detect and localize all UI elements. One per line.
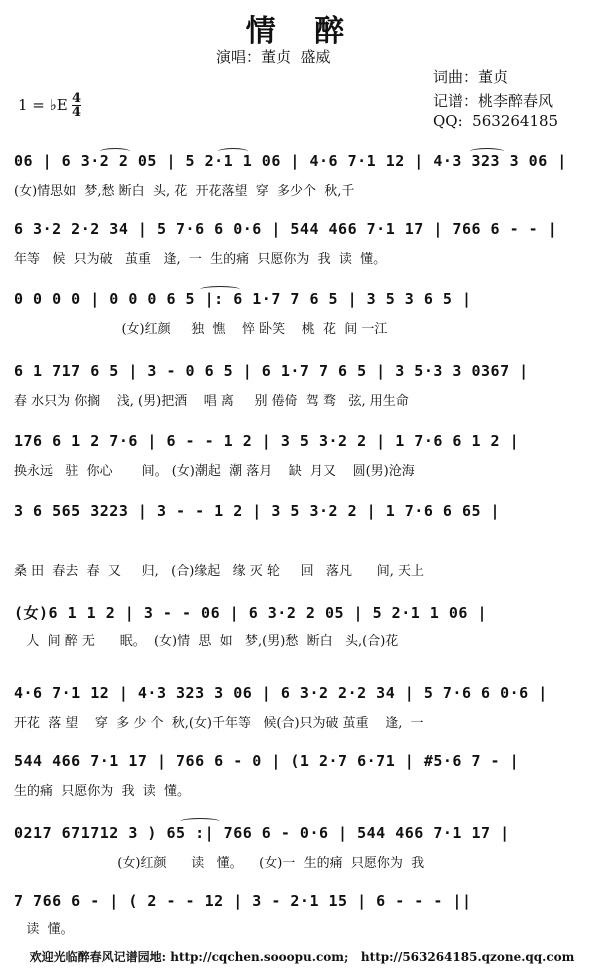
score-row-8: 4·6 7·1 12 | 4·3 323 3 06 | 6 3·2 2·2 34 | 5 7·6 6 0·6 | bbox=[14, 684, 548, 702]
lyric-row-8: 开花 落 望 穿 多 少 个 秋,(女)千年等 候(合)只为破 茧重 逢, 一 bbox=[14, 716, 424, 731]
score-row-11: 7 766 6 - | ( 2 - - 12 | 3 - 2·1 15 | 6 - - - || bbox=[14, 892, 472, 910]
song-title: 情 醉 bbox=[245, 14, 359, 49]
lyric-row-11: 读 懂。 bbox=[14, 922, 74, 937]
slur-mark bbox=[218, 148, 248, 155]
slur-mark bbox=[470, 148, 504, 155]
footer-url: 欢迎光临醉春风记谱园地: http://cqchen.sooopu.com; http://563264185.qzone.qq.com bbox=[29, 950, 575, 964]
lyric-row-9: 生的痛 只愿你为 我 读 懂。 bbox=[14, 784, 191, 799]
qq-credit: QQ: 563264185 bbox=[433, 112, 559, 130]
transcriber-credit: 记谱：桃李醉春风 bbox=[433, 92, 554, 110]
lyric-row-7: 人 间 醉 无 眠。 (女)情 思 如 梦,(男)愁 断白 头,(合)花 bbox=[14, 634, 399, 649]
score-row-3: 0 0 0 0 | 0 0 0 6 5 |: 6 1·7 7 6 5 | 3 5 3 6 5 | bbox=[14, 290, 472, 308]
slur-mark bbox=[200, 286, 240, 293]
score-row-5: 176 6 1 2 7·6 | 6 - - 1 2 | 3 5 3·2 2 | 1 7·6 6 1 2 | bbox=[14, 432, 520, 450]
time-signature-top: 4 bbox=[72, 91, 82, 106]
singers: 演唱：董贞 盛威 bbox=[216, 48, 331, 66]
score-row-6: 3 6 565 3223 | 3 - - 1 2 | 3 5 3·2 2 | 1 7·6 6 65 | bbox=[14, 502, 501, 520]
lyricist-credit: 词曲：董贞 bbox=[433, 68, 509, 86]
lyric-row-3: (女)红颜 独 憔 悴 卧笑 桃 花 间 一江 bbox=[14, 322, 388, 337]
time-signature-bottom: 4 bbox=[72, 105, 82, 120]
score-row-9: 544 466 7·1 17 | 766 6 - 0 | (1 2·7 6·71 | #5·6 7 - | bbox=[14, 752, 520, 770]
lyric-row-1: (女)情思如 梦,愁 断白 头, 花 开花落望 穿 多少个 秋,千 bbox=[14, 184, 355, 199]
slur-mark bbox=[100, 148, 130, 155]
slur-mark bbox=[180, 818, 220, 825]
score-row-1: 06 | 6 3·2 2 05 | 5 2·1 1 06 | 4·6 7·1 12 | 4·3 323 3 06 | bbox=[14, 152, 567, 170]
score-row-2: 6 3·2 2·2 34 | 5 7·6 6 0·6 | 544 466 7·1 17 | 766 6 - - | bbox=[14, 220, 558, 238]
time-signature bbox=[72, 92, 81, 119]
lyric-row-4: 春 水只为 你搁 浅, (男)把酒 唱 离 别 倦倚 驾 骛 弦, 用生命 bbox=[14, 394, 409, 409]
score-row-7: (女)6 1 1 2 | 3 - - 06 | 6 3·2 2 05 | 5 2·1 1 06 | bbox=[14, 604, 487, 622]
lyric-row-5: 换永远 驻 你心 间。 (女)潮起 潮 落月 缺 月又 圆(男)沧海 bbox=[14, 464, 415, 479]
key-signature: 1 = ♭E bbox=[18, 96, 68, 114]
lyric-row-2: 年等 候 只为破 茧重 逢, 一 生的痛 只愿你为 我 读 懂。 bbox=[14, 252, 387, 267]
score-row-4: 6 1 717 6 5 | 3 - 0 6 5 | 6 1·7 7 6 5 | 3 5·3 3 0367 | bbox=[14, 362, 529, 380]
lyric-row-6: 桑 田 春去 春 又 归, (合)缘起 缘 灭 轮 回 落凡 间, 天上 bbox=[14, 564, 425, 579]
score-row-10: 0217 671712 3 ) 65 :| 766 6 - 0·6 | 544 466 7·1 17 | bbox=[14, 824, 510, 842]
lyric-row-10: (女)红颜 读 懂。 (女)一 生的痛 只愿你为 我 bbox=[14, 856, 425, 871]
